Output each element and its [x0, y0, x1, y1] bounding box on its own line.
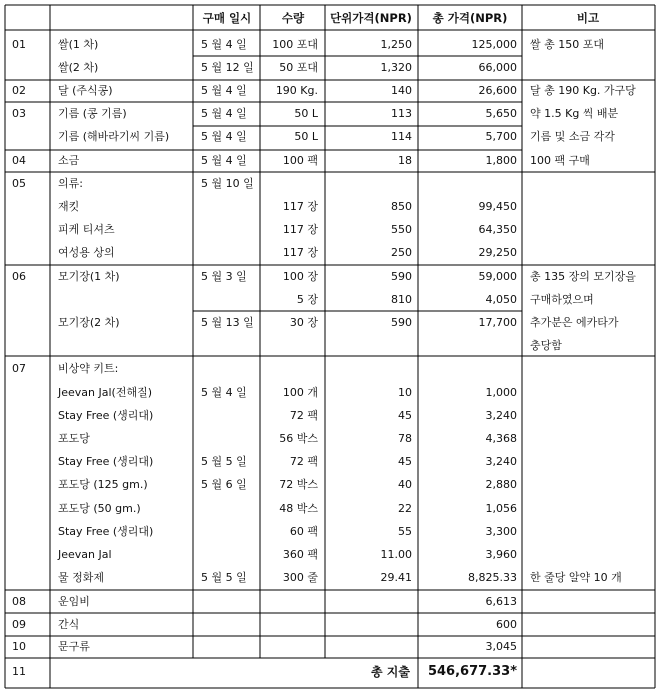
unit-price: 250: [391, 246, 412, 259]
item-name: 운임비: [58, 595, 90, 608]
quantity: 56 박스: [279, 432, 318, 445]
row-number: 06: [12, 270, 26, 283]
item-name: 여성용 상의: [58, 246, 115, 259]
row-number: 03: [12, 107, 26, 120]
total-price: 66,000: [478, 61, 517, 74]
purchase-date: 5 월 4 일: [201, 107, 247, 120]
total-price: 29,250: [478, 246, 517, 259]
quantity: 50 L: [294, 107, 318, 120]
total-price: 99,450: [478, 200, 517, 213]
purchase-date: 5 월 3 일: [201, 270, 247, 283]
purchase-date: 5 월 12 일: [201, 61, 254, 74]
item-name: Jeevan Jal(전해질): [58, 386, 152, 399]
quantity: 300 줄: [282, 571, 318, 584]
total-price: 1,056: [485, 502, 517, 515]
unit-price: 113: [391, 107, 412, 120]
quantity: 190 Kg.: [275, 84, 318, 97]
remark-line: 추가분은 에카타가: [530, 316, 619, 329]
item-name: 피케 티셔츠: [58, 223, 115, 236]
quantity: 100 포대: [272, 38, 318, 51]
remark-line: 약 1.5 Kg 씩 배분: [530, 107, 619, 120]
unit-price: 550: [391, 223, 412, 236]
item-name: 재킷: [58, 200, 80, 213]
header-date: 구매 일시: [202, 11, 252, 25]
item-name: 달 (주식콩): [58, 84, 113, 97]
header-remarks: 비고: [576, 11, 600, 25]
quantity: 72 팩: [289, 409, 318, 422]
total-price: 1,800: [485, 154, 517, 167]
unit-price: 78: [398, 432, 412, 445]
purchase-date: 5 월 4 일: [201, 154, 247, 167]
item-name: 간식: [58, 618, 80, 631]
remark-line: 충당함: [530, 339, 562, 352]
unit-price: 29.41: [380, 571, 412, 584]
remark-line: 달 총 190 Kg. 가구당: [530, 84, 636, 97]
quantity: 117 장: [282, 223, 318, 236]
unit-price: 590: [391, 270, 412, 283]
row-number: 10: [12, 640, 26, 653]
unit-price: 45: [398, 409, 412, 422]
unit-price: 55: [398, 525, 412, 538]
unit-price: 11.00: [380, 548, 412, 561]
quantity: 30 장: [289, 316, 318, 329]
row-number: 08: [12, 595, 26, 608]
header-unit-price: 단위가격(NPR): [330, 11, 412, 25]
quantity: 50 포대: [279, 61, 318, 74]
total-price: 125,000: [471, 38, 517, 51]
purchase-date: 5 월 13 일: [201, 316, 254, 329]
grand-total-label: 총 지출: [371, 665, 410, 679]
total-price: 6,613: [485, 595, 517, 608]
quantity: 72 박스: [279, 478, 318, 491]
purchase-date: 5 월 4 일: [201, 130, 247, 143]
purchase-date: 5 월 5 일: [201, 571, 247, 584]
total-price: 8,825.33: [468, 571, 517, 584]
unit-price: 590: [391, 316, 412, 329]
purchase-date: 5 월 5 일: [201, 455, 247, 468]
unit-price: 40: [398, 478, 412, 491]
quantity: 117 장: [282, 200, 318, 213]
header-total-price: 총 가격(NPR): [432, 11, 508, 25]
total-price: 26,600: [478, 84, 517, 97]
total-price: 1,000: [485, 386, 517, 399]
row-number: 01: [12, 38, 26, 51]
total-price: 3,240: [485, 409, 517, 422]
item-name: Jeevan Jal: [58, 548, 112, 561]
remark-line: 총 135 장의 모기장을: [530, 270, 636, 283]
quantity: 60 팩: [289, 525, 318, 538]
row-number: 07: [12, 362, 26, 375]
item-name: 포도당 (125 gm.): [58, 478, 148, 491]
quantity: 100 개: [282, 386, 318, 399]
row-number: 04: [12, 154, 26, 167]
row-number: 11: [12, 665, 26, 678]
total-price: 17,700: [478, 316, 517, 329]
item-name: 기름 (해바라기씨 기름): [58, 130, 170, 143]
item-name: 비상약 키트:: [58, 362, 119, 375]
item-name: 기름 (콩 기름): [58, 107, 127, 120]
total-price: 5,700: [485, 130, 517, 143]
unit-price: 850: [391, 200, 412, 213]
unit-price: 45: [398, 455, 412, 468]
total-price: 3,300: [485, 525, 517, 538]
quantity: 50 L: [294, 130, 318, 143]
unit-price: 810: [391, 293, 412, 306]
quantity: 100 팩: [282, 154, 318, 167]
unit-price: 18: [398, 154, 412, 167]
remark-line: 구매하였으며: [530, 293, 594, 306]
item-name: Stay Free (생리대): [58, 409, 154, 422]
purchase-date: 5 월 4 일: [201, 38, 247, 51]
quantity: 100 장: [282, 270, 318, 283]
total-price: 59,000: [478, 270, 517, 283]
total-price: 5,650: [485, 107, 517, 120]
item-name: 모기장(2 차): [58, 316, 120, 329]
quantity: 72 팩: [289, 455, 318, 468]
item-name: 쌀(2 차): [58, 61, 99, 74]
unit-price: 114: [391, 130, 412, 143]
unit-price: 10: [398, 386, 412, 399]
item-name: 모기장(1 차): [58, 270, 120, 283]
unit-price: 140: [391, 84, 412, 97]
remark-line: 쌀 총 150 포대: [530, 38, 604, 51]
item-name: 문구류: [58, 640, 90, 653]
item-name: 쌀(1 차): [58, 38, 99, 51]
total-price: 3,045: [485, 640, 517, 653]
total-price: 2,880: [485, 478, 517, 491]
remark-line: 100 팩 구매: [530, 154, 590, 167]
purchase-date: 5 월 4 일: [201, 386, 247, 399]
row-number: 09: [12, 618, 26, 631]
item-name: 의류:: [58, 177, 83, 190]
total-price: 3,240: [485, 455, 517, 468]
item-name: Stay Free (생리대): [58, 525, 154, 538]
row-number: 02: [12, 84, 26, 97]
header-qty: 수량: [281, 11, 305, 25]
total-price: 600: [496, 618, 517, 631]
item-name: Stay Free (생리대): [58, 455, 154, 468]
row-number: 05: [12, 177, 26, 190]
total-price: 3,960: [485, 548, 517, 561]
quantity: 117 장: [282, 246, 318, 259]
quantity: 5 장: [296, 293, 318, 306]
unit-price: 1,320: [380, 61, 412, 74]
item-name: 포도당: [58, 432, 90, 445]
total-price: 4,368: [485, 432, 517, 445]
item-name: 포도당 (50 gm.): [58, 502, 141, 515]
quantity: 48 박스: [279, 502, 318, 515]
grand-total-value: 546,677.33*: [427, 664, 517, 679]
quantity: 360 팩: [282, 548, 318, 561]
unit-price: 1,250: [380, 38, 412, 51]
purchase-date: 5 월 6 일: [201, 478, 247, 491]
total-price: 4,050: [485, 293, 517, 306]
remark-line: 기름 및 소금 각각: [530, 130, 615, 143]
purchase-date: 5 월 10 일: [201, 177, 254, 190]
remark-line: 한 줄당 알약 10 개: [530, 571, 622, 584]
unit-price: 22: [398, 502, 412, 515]
item-name: 물 정화제: [58, 571, 105, 584]
purchase-date: 5 월 4 일: [201, 84, 247, 97]
total-price: 64,350: [478, 223, 517, 236]
item-name: 소금: [58, 154, 80, 167]
